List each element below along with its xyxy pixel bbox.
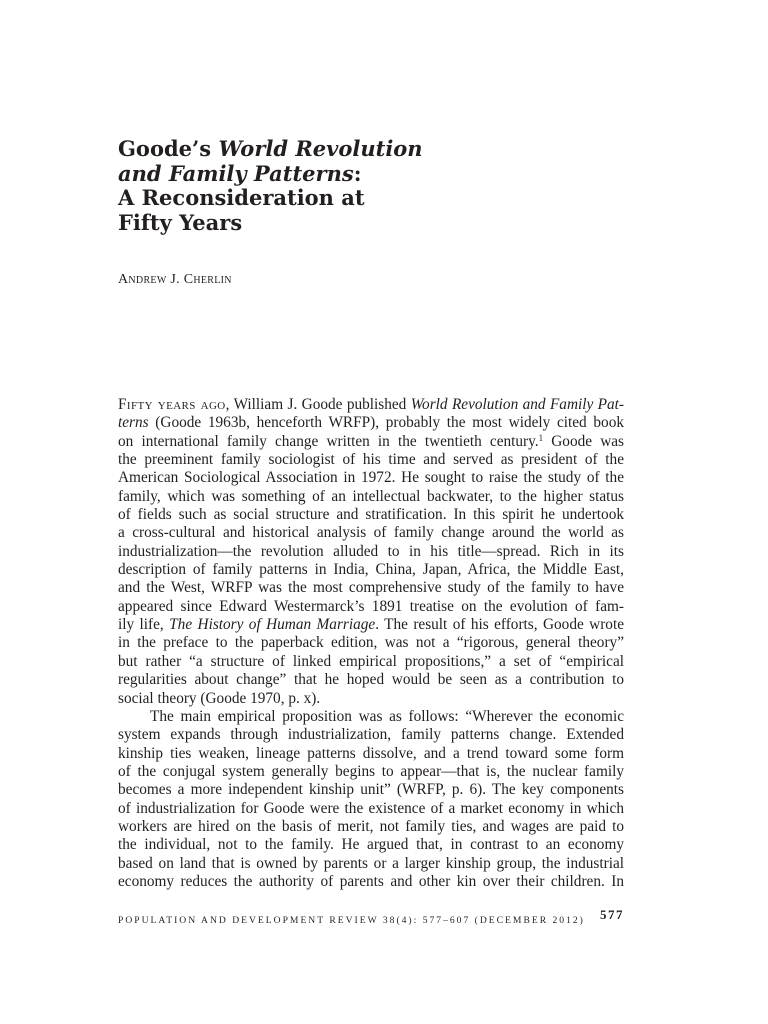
title-text: Goode’s [118, 136, 219, 161]
title-line: A Reconsideration at [118, 185, 365, 210]
title-italic: and Family Patterns [118, 160, 354, 186]
body-line: of industrialization for Goode were the existence of a market economy in which [118, 799, 624, 817]
article-title [118, 137, 518, 235]
book-title: World Revolution and Family Pat- [410, 396, 625, 413]
title-italic: World Revolution [218, 136, 423, 161]
body-line [118, 433, 624, 451]
body-line: but rather “a structure of linked empirical propositions,” a set of “empirical [118, 652, 624, 670]
body-line: of the conjugal system generally begins to appear—that is, the nuclear family [118, 762, 624, 780]
text-run: , William J. Goode published [225, 396, 411, 413]
text-run: Goode was [543, 432, 624, 450]
body-line: The main empirical proposition was as follows: “Wherever the economic [150, 707, 624, 725]
text-run: . The result of his efforts, Goode wrote [375, 616, 624, 634]
title-line: Fifty Years [118, 209, 243, 235]
title-text: : [353, 160, 362, 186]
body-line [118, 396, 624, 414]
journal-citation: POPULATION AND DEVELOPMENT REVIEW 38(4): 577–607 (DECEMBER 2012) [118, 915, 585, 926]
body-line: a cross-cultural and historical analysis of family change around the world as [118, 524, 624, 542]
body-line: of fields such as social structure and stratification. In this spirit he undertook [118, 506, 624, 524]
page-footer [118, 907, 624, 928]
article-body [118, 396, 624, 891]
page-number: 577 [600, 907, 624, 922]
footnote-marker[interactable]: 1 [538, 432, 544, 443]
body-line: economy reduces the authority of parents and other kin over their children. In [118, 872, 624, 890]
book-title: The History of Human Marriage [169, 616, 376, 634]
body-line: social theory (Goode 1970, p. x). [118, 689, 321, 707]
body-line: system expands through industrialization, family patterns change. Extended [118, 726, 624, 744]
title-line [118, 162, 518, 187]
body-line: and the West, WRFP was the most comprehensive study of the family to have [118, 579, 624, 597]
body-line: American Sociological Association in 1972. He sought to raise the study of the [118, 469, 624, 487]
body-line: the individual, not to the family. He argued that, in contrast to an economy [118, 836, 624, 854]
body-line: in the preface to the paperback edition, was not a “rigorous, general theory” [118, 634, 624, 652]
body-line: workers are hired on the basis of merit, not family ties, and wages are paid to [118, 817, 624, 835]
body-line: description of family patterns in India, China, Japan, Africa, the Middle East, [118, 561, 624, 579]
author-name: Andrew J. Cherlin [118, 272, 232, 287]
text-run: (Goode 1963b, henceforth WRFP), probably the most widely cited book [148, 414, 624, 432]
body-line: based on land that is owned by parents or a larger kinship group, the industrial [118, 854, 624, 872]
body-line: family, which was something of an intellectual backwater, to the higher status [118, 487, 624, 505]
body-line: appeared since Edward Westermarck’s 1891 treatise on the evolution of fam- [118, 597, 624, 615]
body-line [118, 414, 624, 432]
body-line: regularities about change” that he hoped would be seen as a contribution to [118, 671, 624, 689]
body-line: becomes a more independent kinship unit” (WRFP, p. 6). The key components [118, 781, 624, 799]
body-line: kinship ties weaken, lineage patterns dissolve, and a trend toward some form [118, 744, 624, 762]
body-line [118, 616, 624, 634]
text-run: on international family change written in the twentieth century. [118, 432, 539, 450]
text-run: ily life, [118, 616, 170, 634]
small-caps-opening: Fifty years ago [118, 396, 226, 413]
book-title: terns [118, 414, 149, 432]
body-line: industrialization—the revolution alluded to in his title—spread. Rich in its [118, 542, 624, 560]
title-line [118, 137, 518, 162]
body-line: the preeminent family sociologist of his time and served as president of the [118, 451, 624, 469]
